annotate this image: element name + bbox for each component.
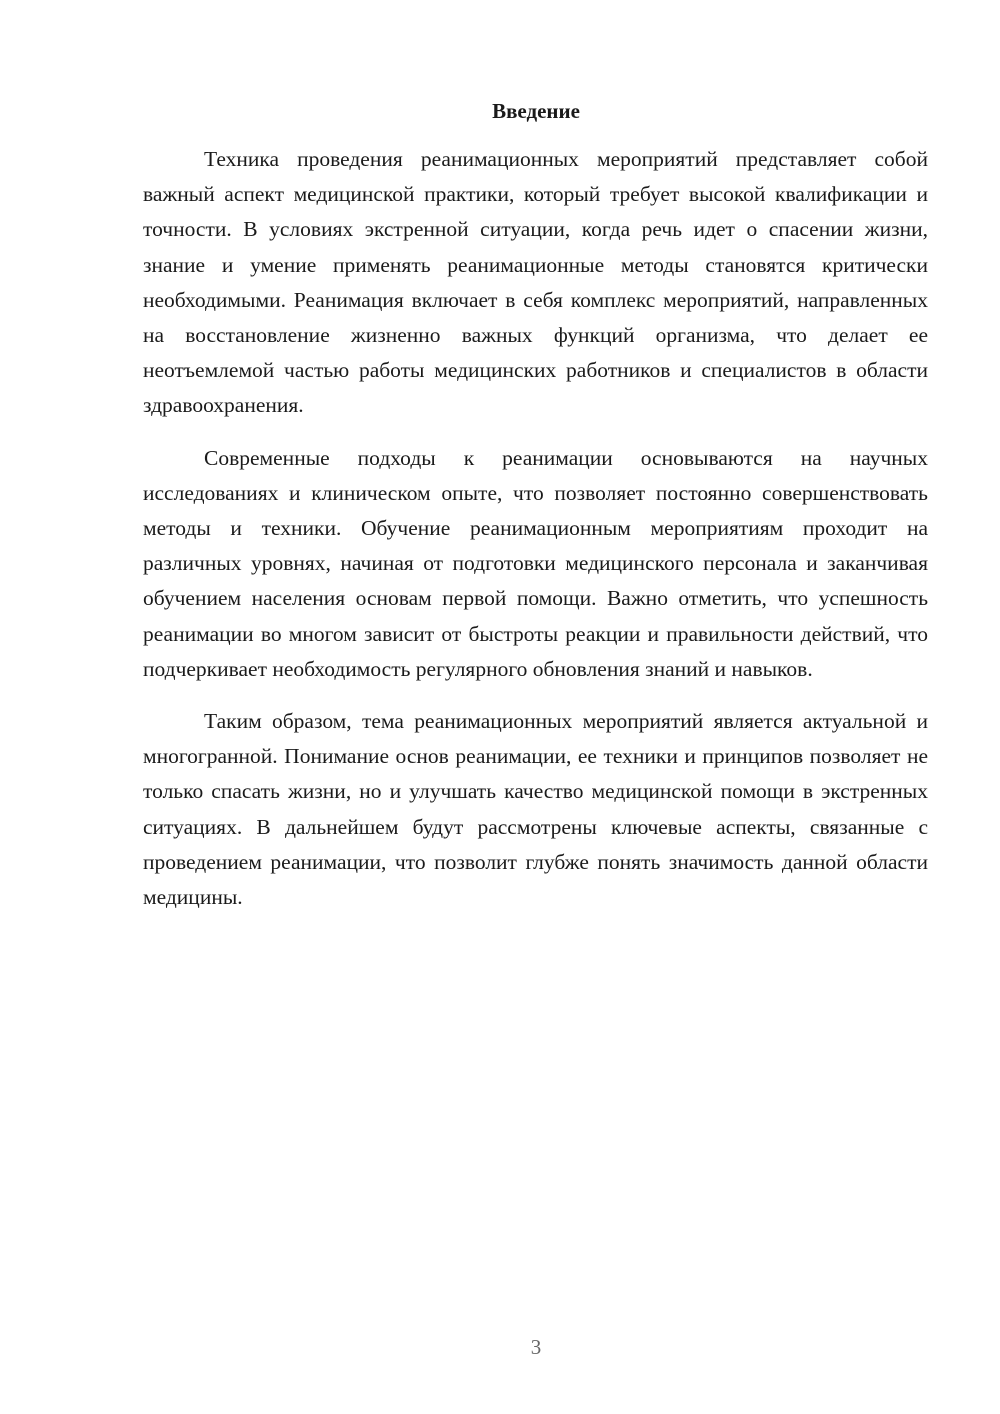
page-number: 3 [530,1335,542,1359]
paragraph-3: Таким образом, тема реанимационных мероприятий является актуальной и многогранной. Понимание основ реанимации, ее техники и принципов позволяет не только спасать жизни, но и улучшать качество медицинской помощи в экстренных ситуациях. В дальнейшем будут рассмотрены ключевые аспекты, связанные с проведением реанимации, что позволит глубже понять значимость данной области медицины. [143,709,928,910]
body-text [143,142,928,932]
paragraph-2: Современные подходы к реанимации основываются на научных исследованиях и клиническом опыте, что позволяет постоянно совершенствовать методы и техники. Обучение реанимационным мероприятиям проходит на различных уровнях, начиная от подготовки медицинского персонала и заканчивая обучением населения основам первой помощи. Важно отметить, что успешность реанимации во многом зависит от быстроты реакции и правильности действий, что подчеркивает необходимость регулярного обновления знаний и навыков. [143,445,928,681]
section-title: Введение [492,99,580,123]
paragraph-1: Техника проведения реанимационных мероприятий представляет собой важный аспект медицинской практики, который требует высокой квалификации и точности. В условиях экстренной ситуации, когда речь идет о спасении жизни, знание и умение применять реанимационные методы становятся критически необходимыми. Реанимация включает в себя комплекс мероприятий, направленных на восстановление жизненно важных функций организма, что делает ее неотъемлемой частью работы медицинских работников и специалистов в области здравоохранения. [143,147,928,418]
